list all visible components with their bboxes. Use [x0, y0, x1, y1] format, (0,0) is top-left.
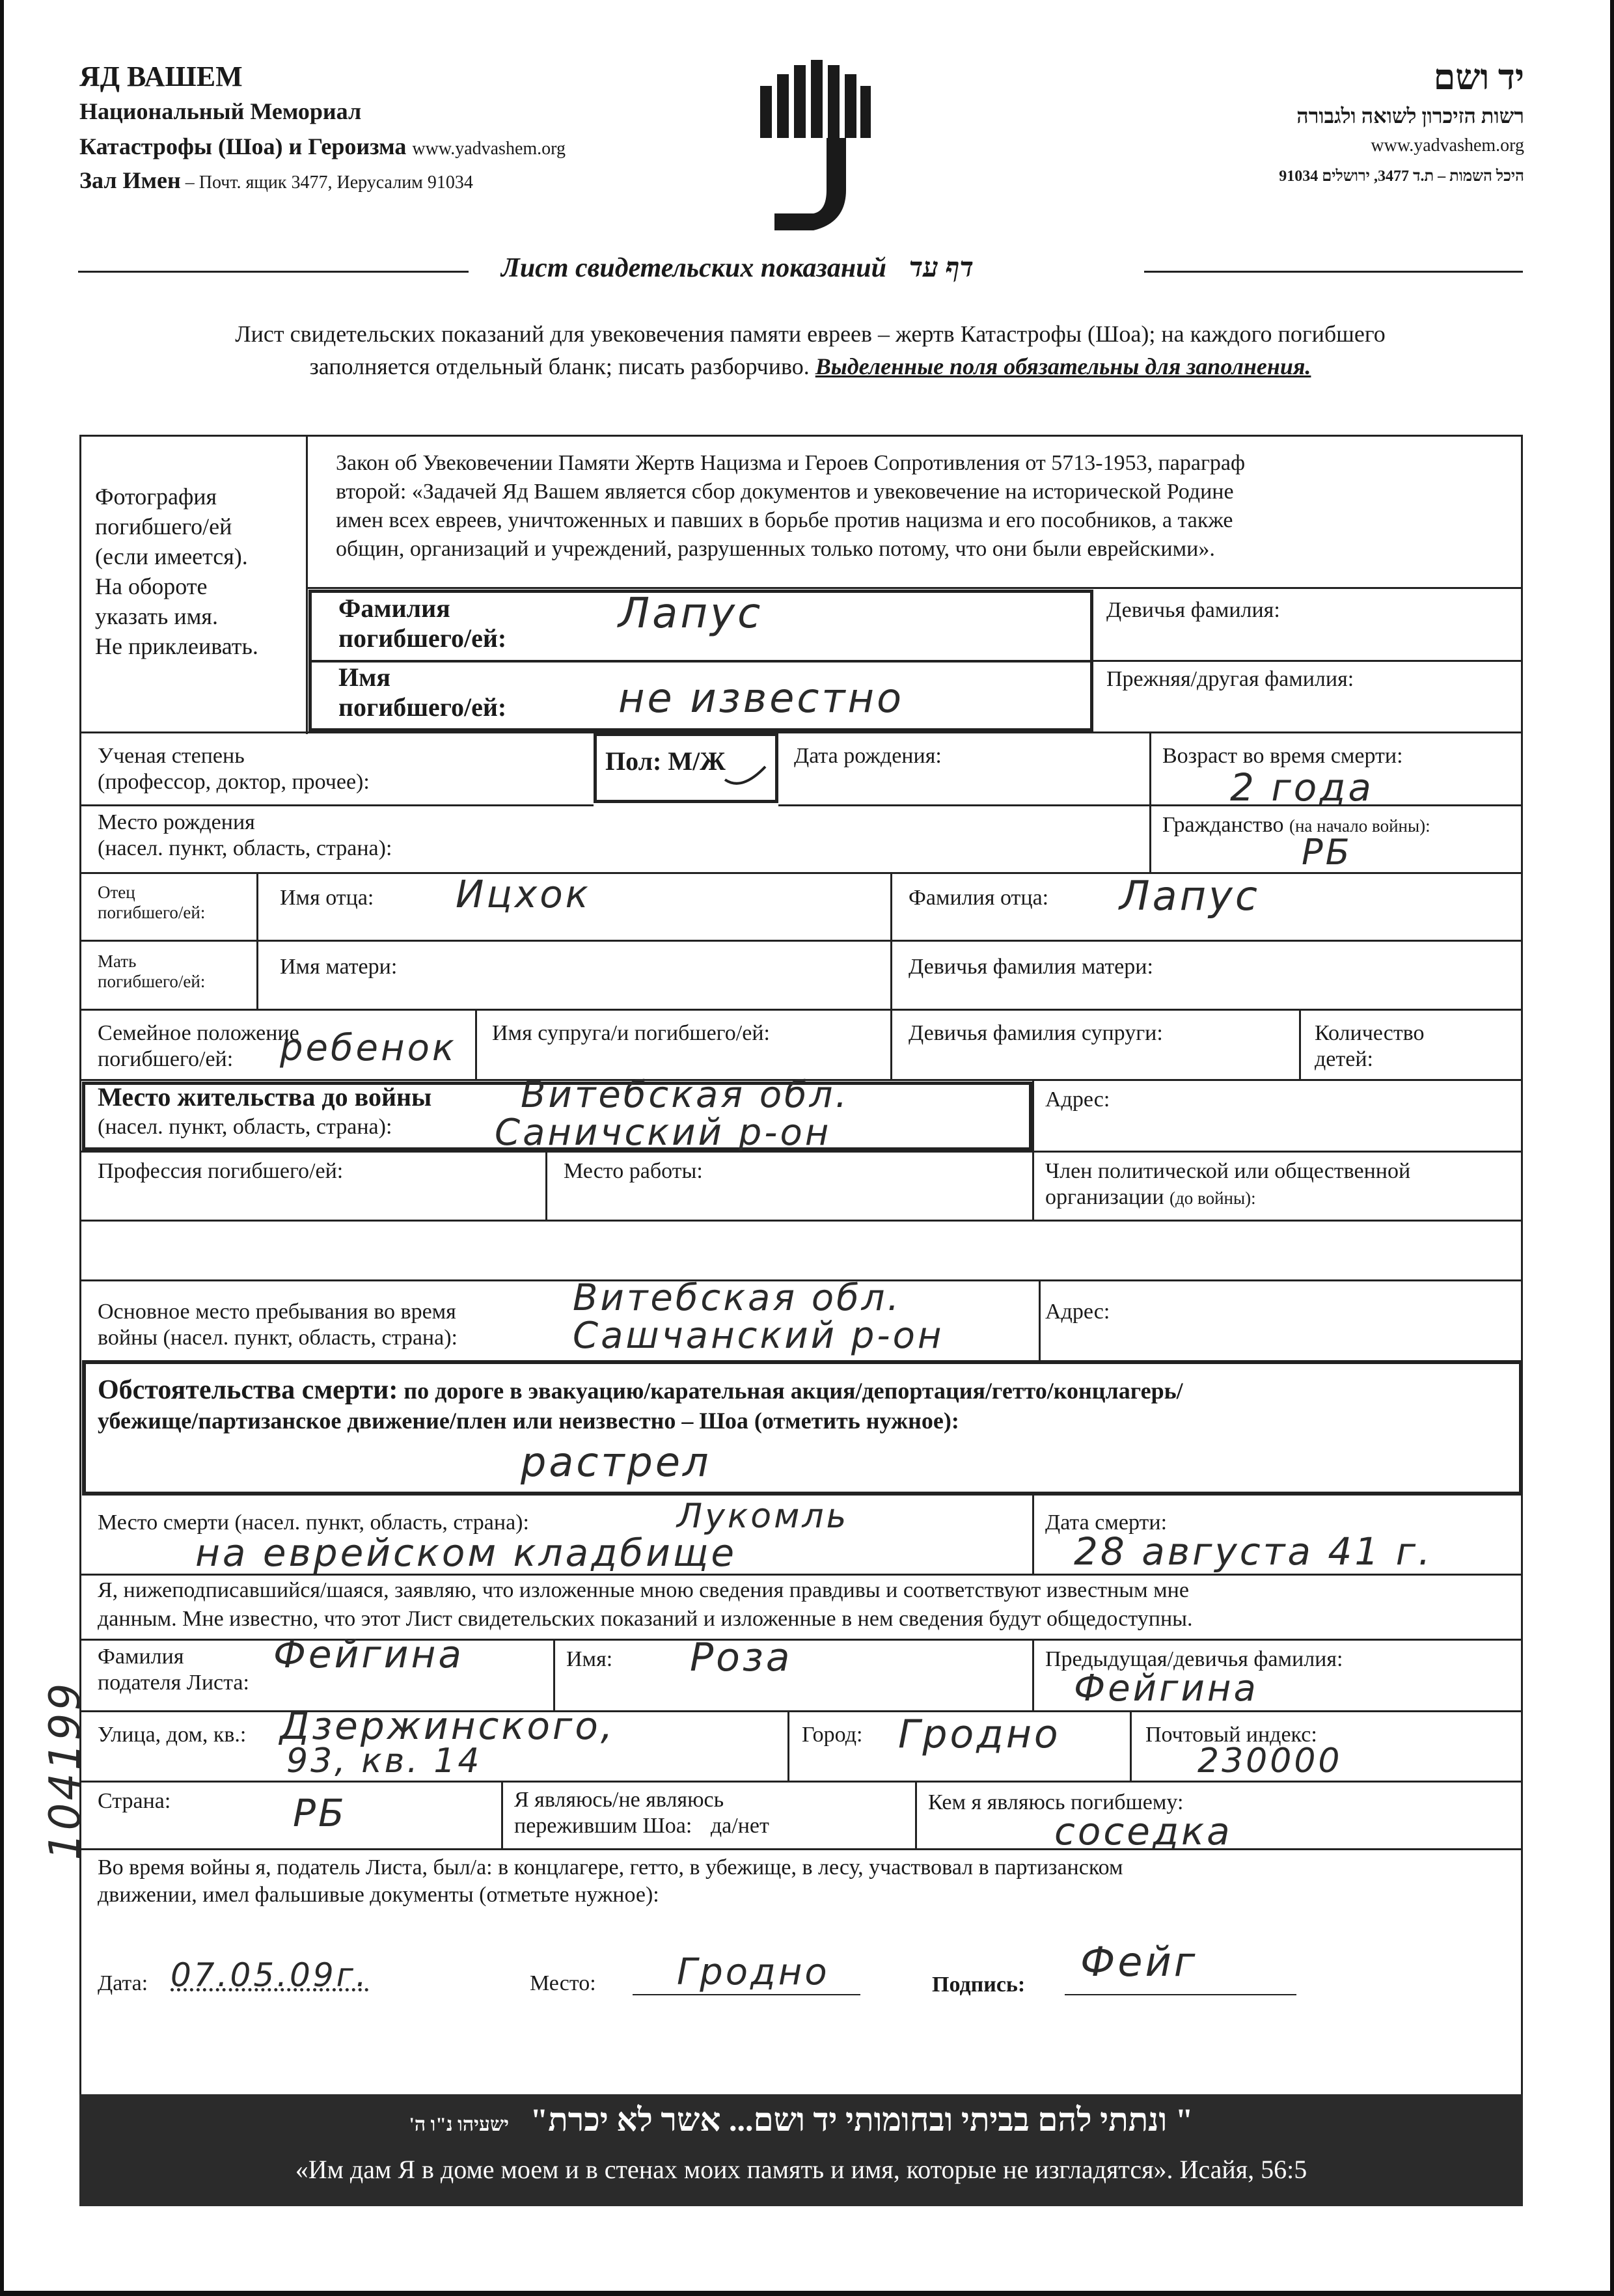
divider-family-2: [890, 1009, 892, 1079]
org-subtitle-ru: Национальный Мемориал: [79, 98, 362, 124]
father-name-label: Имя отца:: [280, 886, 374, 910]
law-text-line: имен всех евреев, уничтоженных и павших в борьбе против нацизма и его пособников, а также: [336, 508, 1233, 532]
country-field[interactable]: РБ: [293, 1791, 347, 1835]
form-title-he: דף עד: [909, 253, 974, 283]
profession-label: Профессия погибшего/ей:: [98, 1159, 344, 1183]
divider-mother: [79, 940, 1523, 942]
divider-father: [79, 872, 1523, 874]
workplace-field[interactable]: [564, 1187, 1019, 1216]
footer-hebrew-ref: ישעיהו נ"ו ה': [409, 2114, 510, 2135]
hall-label: Зал Имен: [79, 167, 181, 193]
law-text-line: Закон об Увековечении Памяти Жертв Нацизма и Героев Сопротивления от 5713-1953, параграф: [336, 451, 1246, 475]
mother-maiden-field[interactable]: [1237, 950, 1510, 989]
divider-citizenship: [1149, 804, 1523, 806]
hall-address-he: היכל השמות – ת.ד 3477, ירושלים 91034: [1279, 168, 1524, 185]
birthplace-label: Место рождения (насел. пункт, область, страна):: [98, 810, 392, 860]
residence-label: Место жительства до войны: [98, 1082, 432, 1112]
survivor-choice[interactable]: да/нет: [710, 1814, 769, 1838]
divider-age: [1149, 731, 1151, 872]
divider-photo: [306, 435, 308, 734]
side-registration-number: 104199: [40, 1680, 90, 1861]
death-circ-label: Обстоятельства смерти:: [98, 1375, 398, 1405]
divider-submitter-2: [1032, 1639, 1034, 1710]
intro-required-note: Выделенные поля обязательны для заполнения.: [815, 353, 1311, 379]
divider-submitter-1: [553, 1639, 555, 1710]
divider-law: [306, 587, 1523, 589]
firstname-label: Имя погибшего/ей:: [338, 663, 507, 722]
form-title: [501, 253, 974, 284]
place-label: Место:: [530, 1971, 596, 1995]
zip-label: Почтовый индекс:: [1145, 1723, 1317, 1747]
death-date-field[interactable]: 28 августа 41 г.: [1074, 1529, 1433, 1574]
law-text: [336, 449, 1245, 564]
hall-line: [79, 167, 473, 194]
signature-field[interactable]: Фейг: [1080, 1938, 1198, 1986]
street-field-2[interactable]: 93, кв. 14: [286, 1742, 482, 1781]
wartime-field-2[interactable]: Сашчанский р-он: [573, 1315, 944, 1357]
divider-declaration: [79, 1574, 1523, 1576]
declaration-line2: данным. Мне известно, что этот Лист свидетельских показаний и изложенные в нем сведения будут общедоступны.: [98, 1607, 1193, 1631]
divider-maiden: [1093, 660, 1523, 662]
birthdate-field[interactable]: [794, 771, 1132, 800]
photo-note: [95, 482, 258, 661]
divider-address-2: [1130, 1710, 1132, 1781]
divider-spacer: [79, 1220, 1523, 1222]
member-label: Член политической или общественной организации (до войны):: [1045, 1159, 1411, 1209]
divider-row-degree: [79, 731, 1523, 733]
city-field[interactable]: Гродно: [898, 1712, 1061, 1757]
father-label: Отец погибшего/ей:: [98, 882, 206, 922]
org-line3: [79, 133, 566, 160]
workplace-label: Место работы:: [564, 1159, 703, 1183]
birthplace-field[interactable]: [495, 838, 1132, 868]
signature-label: Подпись:: [932, 1973, 1026, 1997]
death-place-field-1[interactable]: Лукомль: [677, 1497, 849, 1536]
intro-line1: Лист свидетельских показаний для увековечения памяти евреев – жертв Катастрофы (Шоа); на каждого погибшего: [235, 321, 1386, 347]
prev-name-label: Прежняя/другая фамилия:: [1106, 667, 1354, 691]
maiden-name-label: Девичья фамилия:: [1106, 598, 1280, 622]
mother-name-field[interactable]: [443, 950, 872, 989]
maiden-name-field[interactable]: [1106, 625, 1510, 655]
citizenship-field[interactable]: РБ: [1302, 832, 1352, 873]
wartime-address-field[interactable]: [1132, 1299, 1510, 1351]
zip-field[interactable]: 230000: [1197, 1742, 1343, 1781]
residence-address-label: Адрес:: [1045, 1087, 1110, 1112]
declaration-line1: Я, нижеподписавшийся/шаяся, заявляю, что изложенные мною сведения правдивы и соответствуют известным мне: [98, 1578, 1189, 1602]
photo-note-line: указать имя.: [95, 603, 218, 629]
divider-address-1: [787, 1710, 789, 1781]
divider-wartime-address: [1039, 1279, 1041, 1360]
intro-text: заполняется отдельный бланк; писать разборчиво.: [309, 353, 810, 379]
date-field[interactable]: 07.05.09г.: [171, 1956, 369, 1994]
surname-label: Фамилия погибшего/ей:: [338, 594, 507, 653]
law-text-line: общин, организаций и учреждений, разрушенных только потому, что они были еврейскими».: [336, 537, 1215, 561]
photo-note-line: На обороте: [95, 573, 208, 599]
father-surname-field[interactable]: Лапус: [1119, 872, 1260, 920]
wartime-label: Основное место пребывания во время войны (насел. пункт, область, страна):: [98, 1300, 458, 1350]
death-circ-field[interactable]: растрел: [521, 1438, 711, 1486]
firstname-field[interactable]: не известно: [618, 674, 905, 722]
org-name-he: יד ושם: [1433, 58, 1524, 97]
citizenship-label: Гражданство (на начало войны):: [1162, 813, 1430, 837]
children-label: Количество детей:: [1315, 1021, 1425, 1071]
death-place-label: Место смерти (насел. пункт, область, страна):: [98, 1510, 529, 1535]
photo-note-line: (если имеется).: [95, 543, 248, 569]
residence-address-field[interactable]: [1132, 1087, 1510, 1139]
scan-edge-left: [0, 0, 4, 2296]
hall-address: – Почт. ящик 3477, Иерусалим 91034: [180, 172, 473, 193]
divider-birthplace: [79, 804, 594, 806]
photo-note-line: Фотография: [95, 484, 217, 510]
photo-note-line: погибшего/ей: [95, 513, 232, 540]
country-label: Страна:: [98, 1789, 171, 1813]
prev-name-field[interactable]: [1106, 694, 1510, 724]
war-note-line2: движении, имел фальшивые документы (отметьте нужное):: [98, 1883, 659, 1907]
relation-field[interactable]: соседка: [1054, 1809, 1233, 1853]
submitter-prev-field[interactable]: Фейгина: [1074, 1667, 1259, 1710]
intro-line2: [98, 353, 1523, 380]
divider-birthplace-mid: [778, 804, 1149, 806]
family-label: Семейное положение погибшего/ей:: [98, 1021, 299, 1071]
divider-country: [79, 1781, 1523, 1783]
website-ru[interactable]: www.yadvashem.org: [412, 139, 566, 159]
divider-family-3: [1299, 1009, 1301, 1079]
father-name-field[interactable]: Ицхок: [456, 872, 591, 916]
submitter-prev-label: Предыдущая/девичья фамилия:: [1045, 1647, 1343, 1671]
footer-hebrew: [79, 2101, 1523, 2139]
family-field[interactable]: ребенок: [280, 1027, 457, 1069]
scan-edge-right: [1610, 0, 1614, 2296]
residence-field-1[interactable]: Витебская обл.: [521, 1074, 850, 1116]
age-label: Возраст во время смерти:: [1162, 744, 1403, 768]
survivor-label: Я являюсь/не являюсь пережившим Шоа: да/нет: [514, 1788, 769, 1838]
residence-field-2[interactable]: Саничский р-он: [495, 1112, 832, 1154]
place-line: [633, 1994, 860, 1995]
profession-field[interactable]: [98, 1187, 534, 1216]
footer-russian-quote: «Им дам Я в доме моем и в стенах моих память и имя, которые не изгладятся». Исайя, 56:5: [295, 2155, 1307, 2184]
mother-label: Мать погибшего/ей:: [98, 951, 206, 991]
degree-label: Ученая степень (профессор, доктор, прочее):: [98, 744, 370, 794]
spouse-name-label: Имя супруга/и погибшего/ей:: [492, 1021, 770, 1045]
divider-country-2: [915, 1781, 917, 1848]
divider-family-1: [475, 1009, 477, 1079]
yad-vashem-logo: [748, 60, 872, 236]
mother-name-label: Имя матери:: [280, 955, 398, 979]
city-label: Город:: [802, 1723, 863, 1747]
divider-residence-address: [1032, 1079, 1034, 1151]
website-he[interactable]: www.yadvashem.org: [1371, 135, 1524, 156]
form-title-ru: Лист свидетельских показаний: [501, 253, 886, 283]
divider-family: [79, 1009, 1523, 1011]
org-subtitle2-ru: Катастрофы (Шоа) и Героизма: [79, 133, 407, 159]
date-label: Дата:: [98, 1971, 148, 1995]
title-rule-right: [1144, 271, 1523, 273]
signature-line: [1065, 1994, 1296, 1995]
submitter-surname-label: Фамилия подателя Листа:: [98, 1645, 249, 1695]
spouse-maiden-field[interactable]: [909, 1046, 1286, 1076]
submitter-name-field[interactable]: Роза: [690, 1635, 793, 1680]
divider-death-date: [1032, 1496, 1034, 1574]
street-field-1[interactable]: Дзержинского,: [280, 1704, 616, 1748]
death-circ-options[interactable]: по дороге в эвакуацию/карательная акция/депортация/гетто/концлагерь/: [404, 1378, 1183, 1404]
death-circ-options-2[interactable]: убежище/партизанское движение/плен или неизвестно – Шоа (отметить нужное):: [98, 1408, 959, 1434]
title-rule-left: [78, 271, 469, 273]
org-subtitle-he: רשות הזיכרון לשואה ולגבורה: [1296, 104, 1524, 128]
spouse-maiden-label: Девичья фамилия супруги:: [909, 1021, 1163, 1045]
surname-field[interactable]: Лапус: [618, 590, 763, 638]
death-date-label: Дата смерти:: [1045, 1510, 1168, 1535]
age-field[interactable]: 2 года: [1230, 765, 1374, 810]
divider-profession-1: [545, 1151, 547, 1220]
death-circ-line1: [98, 1374, 1183, 1406]
relation-label: Кем я являюсь погибшему:: [928, 1790, 1184, 1814]
divider-profession-2: [1032, 1151, 1034, 1220]
residence-sublabel: (насел. пункт, область, страна):: [98, 1115, 392, 1139]
divider-country-1: [501, 1781, 503, 1848]
footer-hebrew-quote: " ונתתי להם בביתי ובחומותי יד ושם... אשר לא יכרת": [530, 2101, 1194, 2138]
mother-maiden-label: Девичья фамилия матери:: [909, 955, 1153, 979]
sex-mark: [722, 754, 768, 793]
divider-profession: [79, 1151, 1523, 1153]
submitter-surname-field[interactable]: Фейгина: [273, 1632, 464, 1676]
war-note-line1: Во время войны я, податель Листа, был/а: в концлагере, гетто, в убежище, в лесу, участвовал в партизанском: [98, 1855, 1123, 1879]
sex-label[interactable]: Пол: М/Ж: [605, 746, 726, 776]
law-text-line: второй: «Задачей Яд Вашем является сбор документов и увековечение на исторической Родине: [336, 480, 1234, 504]
submitter-name-label: Имя:: [566, 1647, 613, 1671]
father-surname-label: Фамилия отца:: [909, 886, 1049, 910]
scan-edge-bottom: [0, 2291, 1614, 2296]
wartime-address-label: Адрес:: [1045, 1300, 1110, 1324]
death-place-field-2[interactable]: на еврейском кладбище: [195, 1531, 737, 1575]
wartime-field-1[interactable]: Витебская обл.: [573, 1277, 902, 1319]
street-label: Улица, дом, кв.:: [98, 1723, 247, 1747]
divider-war-note: [79, 1848, 1523, 1850]
photo-note-line: Не приклеивать.: [95, 633, 258, 659]
org-name-ru: ЯД ВАШЕМ: [79, 61, 243, 92]
place-field[interactable]: Гродно: [677, 1951, 830, 1993]
birthdate-label: Дата рождения:: [794, 744, 942, 768]
spouse-name-field[interactable]: [492, 1046, 876, 1076]
